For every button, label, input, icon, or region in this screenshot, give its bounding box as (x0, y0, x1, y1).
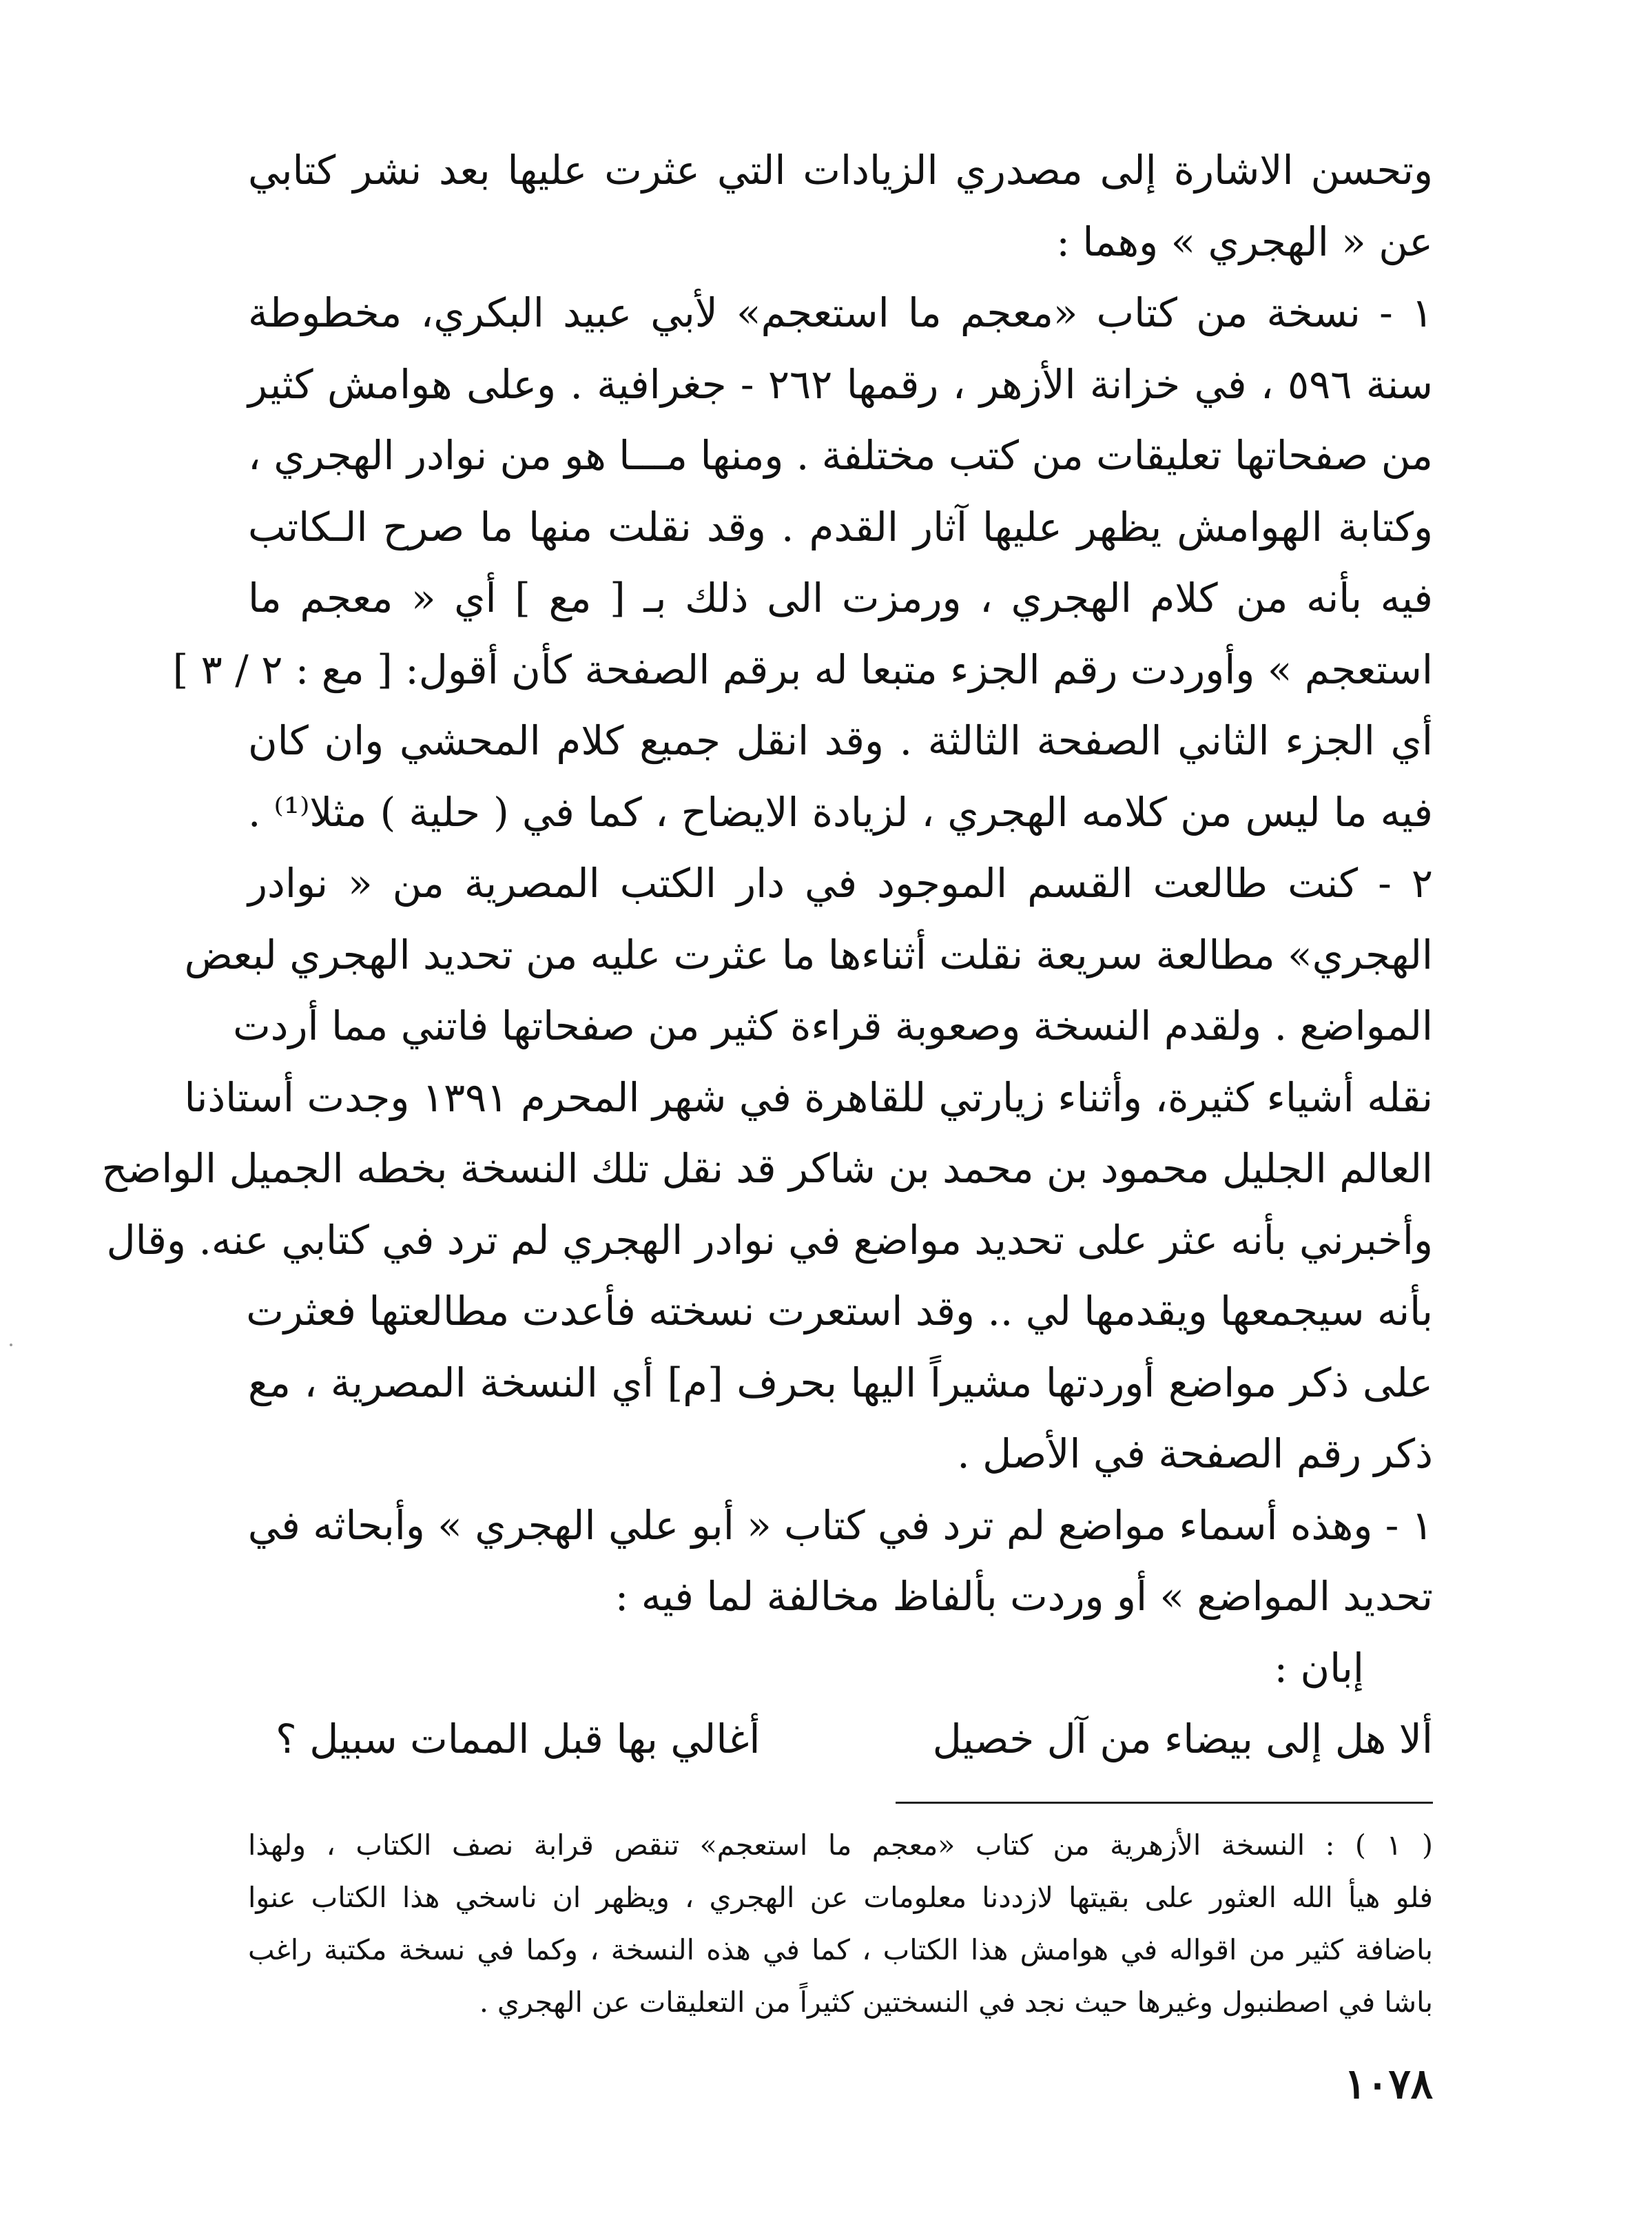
text-line: وتحسن الاشارة إلى مصدري الزيادات التي عثرت عليها بعد نشر كتابي (248, 147, 1433, 194)
text-line: فيه ما ليس من كلامه الهجري ، لزيادة الايضاح ، كما في ( حلية ) مثلا⁽¹⁾ . (248, 788, 1433, 836)
text-line: وكتابة الهوامش يظهر عليها آثار القدم . وقد نقلت منها ما صرح الـكاتب (248, 503, 1433, 550)
footnote-line: فلو هيأ الله العثور على بقيتها لازددنا معلومات عن الهجري ، ويظهر ان ناسخي هذا الكتاب عنوا (248, 1881, 1433, 1914)
page-number: ١٠٧٨ (1344, 2060, 1433, 2108)
main-text-block (101, 135, 1433, 1704)
footnote-line: ( ١ ) : النسخة الأزهرية من كتاب «معجم ما استعجم» تنقص قرابة نصف الكتاب ، ولهذا (248, 1829, 1433, 1862)
text-line: تحديد المواضع » أو وردت بألفاظ مخالفة لما فيه : (615, 1573, 1433, 1620)
footnote-block (248, 1819, 1433, 2028)
entry-heading: إبان : (1274, 1644, 1364, 1691)
footnote-separator (896, 1802, 1433, 1804)
poetry-verse (248, 1703, 1433, 1775)
text-line: ١ - وهذه أسماء مواضع لم ترد في كتاب « أبو علي الهجري » وأبحاثه في (247, 1501, 1433, 1549)
text-line: من صفحاتها تعليقات من كتب مختلفة . ومنها مـــا هو من نوادر الهجري ، (248, 432, 1433, 479)
text-line: العالم الجليل محمود بن محمد بن شاكر قد نقل تلك النسخة بخطه الجميل الواضح (101, 1145, 1433, 1192)
text-line: فيه بأنه من كلام الهجري ، ورمزت الى ذلك بـ [ مع ] أي « معجم ما (248, 575, 1433, 621)
text-line: سنة ٥٩٦ ، في خزانة الأزهر ، رقمها ٢٦٢ - جغرافية . وعلى هوامش كثير (248, 360, 1433, 408)
scan-speck (10, 1344, 12, 1346)
verse-first-hemistich: ألا هل إلى بيضاء من آل خصيل (932, 1716, 1433, 1762)
text-line: الهجري» مطالعة سريعة نقلت أثناءها ما عثرت عليه من تحديد الهجري لبعض (184, 931, 1433, 978)
text-line: ذكر رقم الصفحة في الأصل . (957, 1430, 1433, 1477)
text-line: استعجم » وأوردت رقم الجزء متبعا له برقم الصفحة كأن أقول: [ مع : ٢ / ٣ ] (172, 646, 1433, 693)
text-line: عن « الهجري » وهما : (1056, 218, 1433, 265)
text-line: بأنه سيجمعها ويقدمها لي .. وقد استعرت نسخته فأعدت مطالعتها فعثرت (246, 1288, 1433, 1335)
text-line: المواضع . ولقدم النسخة وصعوبة قراءة كثير من صفحاتها فاتني مما أردت (233, 1002, 1433, 1049)
footnote-line: باشا في اصطنبول وغيرها حيث نجد في النسختين كثيراً من التعليقات عن الهجري . (479, 1986, 1433, 2019)
footnote-line: باضافة كثير من اقواله في هوامش هذا الكتاب ، كما في هذه النسخة ، وكما في نسخة مكتبة راغب (248, 1933, 1433, 1966)
text-line: ٢ - كنت طالعت القسم الموجود في دار الكتب المصرية من « نوادر (248, 860, 1433, 907)
verse-second-hemistich: أغالي بها قبل الممات سبيل ؟ (276, 1716, 761, 1762)
text-line: على ذكر مواضع أوردتها مشيراً اليها بحرف [م] أي النسخة المصرية ، مع (248, 1359, 1433, 1406)
text-line: نقله أشياء كثيرة، وأثناء زيارتي للقاهرة في شهر المحرم ١٣٩١ وجدت أستاذنا (184, 1073, 1433, 1121)
text-line: وأخبرني بأنه عثر على تحديد مواضع في نوادر الهجري لم ترد في كتابي عنه. وقال (106, 1216, 1433, 1264)
text-line: ١ - نسخة من كتاب «معجم ما استعجم» لأبي عبيد البكري، مخطوطة (248, 289, 1433, 336)
text-line: أي الجزء الثاني الصفحة الثالثة . وقد انقل جميع كلام المحشي وان كان (248, 717, 1433, 764)
